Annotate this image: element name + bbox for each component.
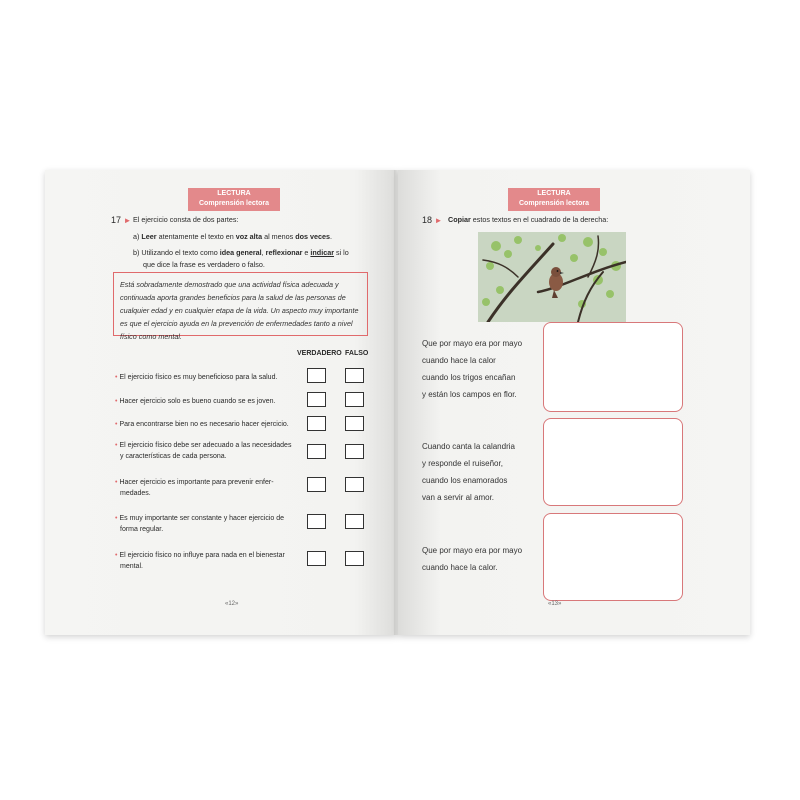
header-title: LECTURA — [217, 190, 251, 197]
arrow-icon: ► — [123, 216, 132, 225]
statement-1: • El ejercicio físico es muy beneficioso para la salud. — [115, 374, 278, 381]
copy-box-1[interactable] — [543, 322, 683, 412]
false-checkbox-7[interactable] — [345, 551, 364, 566]
statement-3: • Para encontrarse bien no es necesario hacer ejercicio. — [115, 421, 289, 428]
copy-box-3[interactable] — [543, 513, 683, 601]
step-a: a) Leer atentamente el texto en voz alta al menos dos veces. — [133, 232, 333, 241]
statement-7: • El ejercicio físico no influye para nada en el bienestar mental. — [115, 552, 285, 570]
right-page — [398, 170, 750, 635]
true-checkbox-6[interactable] — [307, 514, 326, 529]
exercise-instruction: El ejercicio consta de dos partes: — [133, 215, 239, 224]
true-checkbox-7[interactable] — [307, 551, 326, 566]
false-checkbox-1[interactable] — [345, 368, 364, 383]
header-subtitle: Comprensión lectora — [198, 200, 269, 207]
poem-1: Que por mayo era por mayo cuando hace la calor cuando los trigos encañan y están los campos en flor. — [422, 339, 523, 399]
statement-5: • Hacer ejercicio es importante para prevenir enfer- medades. — [115, 479, 274, 497]
header-title: LECTURA — [537, 190, 571, 197]
section-header — [188, 188, 280, 211]
exercise-number: 18 ► — [422, 215, 443, 225]
statement-6: • Es muy importante ser constante y hacer ejercicio de forma regular. — [115, 515, 285, 533]
exercise-instruction: Copiar estos textos en el cuadrado de la derecha: — [448, 215, 609, 224]
true-checkbox-2[interactable] — [307, 392, 326, 407]
statement-2: • Hacer ejercicio solo es bueno cuando se es joven. — [115, 398, 276, 405]
poem-3: Que por mayo era por mayo cuando hace la calor. — [422, 546, 523, 572]
true-checkbox-3[interactable] — [307, 416, 326, 431]
section-header — [508, 188, 600, 211]
header-subtitle: Comprensión lectora — [518, 200, 589, 207]
true-checkbox-5[interactable] — [307, 477, 326, 492]
true-checkbox-1[interactable] — [307, 368, 326, 383]
exercise-number: 17 ► — [111, 215, 132, 225]
page-number: «12» — [225, 601, 239, 607]
false-checkbox-5[interactable] — [345, 477, 364, 492]
bird-photo — [478, 232, 626, 322]
page-number: «13» — [548, 601, 562, 607]
reading-text-box: Está sobradamente demostrado que una actividad física adecuada y continuada aporta grandes beneficios para la salud de las personas de cualquier edad y en cualquier etapa de la vida. Un aspecto muy importante es que el ejercicio ayuda en la prevención de enfermedades tanto a nivel físico como mental. — [113, 272, 368, 336]
true-checkbox-4[interactable] — [307, 444, 326, 459]
left-page — [45, 170, 397, 635]
open-book — [45, 170, 760, 640]
arrow-icon: ► — [434, 216, 443, 225]
column-true-label: VERDADERO — [297, 350, 342, 357]
false-checkbox-2[interactable] — [345, 392, 364, 407]
column-false-label: FALSO — [345, 350, 369, 357]
step-b: b) Utilizando el texto como idea general, reflexionar e indicar si lo que dice la frase es verdadero o falso. — [133, 248, 349, 269]
statement-4: • El ejercicio físico debe ser adecuado a las necesidades y características de cada persona. — [115, 442, 292, 460]
bird-on-branch-illustration — [478, 232, 626, 322]
false-checkbox-4[interactable] — [345, 444, 364, 459]
false-checkbox-6[interactable] — [345, 514, 364, 529]
false-checkbox-3[interactable] — [345, 416, 364, 431]
poem-2: Cuando canta la calandria y responde el ruiseñor, cuando los enamorados van a servir al amor. — [422, 442, 515, 502]
copy-box-2[interactable] — [543, 418, 683, 506]
